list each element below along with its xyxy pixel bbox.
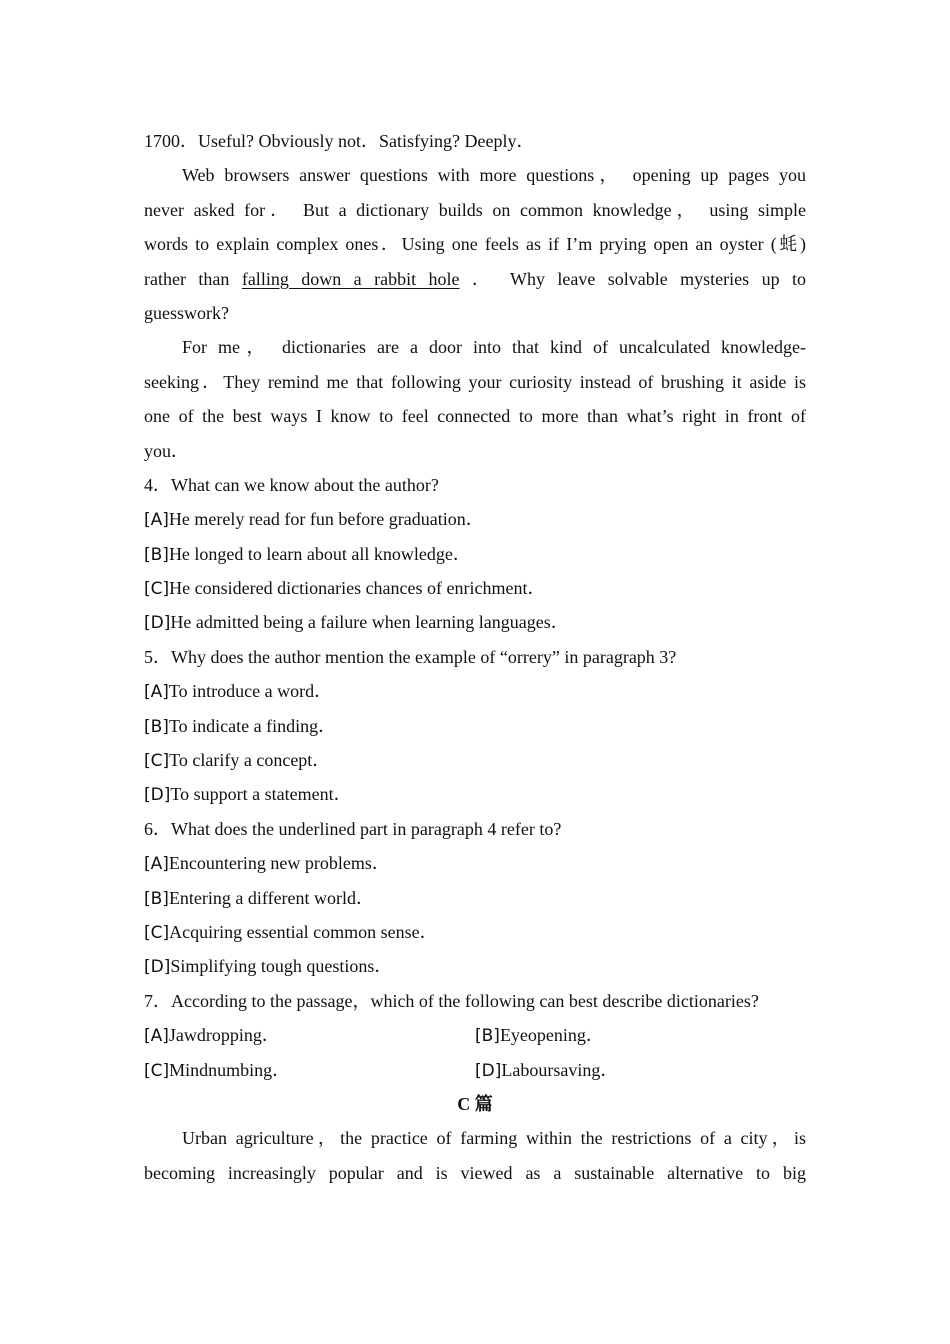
option-letter: [C] <box>144 922 170 943</box>
option-a[interactable] <box>144 674 806 708</box>
question-stem: 6．What does the underlined part in paragraph 4 refer to? <box>144 818 562 839</box>
paragraph-line: Web browsers answer questions with more questions， opening up pages you <box>182 165 806 186</box>
option-text: He considered dictionaries chances of enrichment． <box>169 578 546 599</box>
option-a[interactable] <box>144 1018 475 1052</box>
option-b[interactable] <box>144 881 806 915</box>
option-text: He longed to learn about all knowledge． <box>168 543 471 564</box>
option-text: To support a statement． <box>170 784 352 805</box>
option-letter: [A] <box>144 510 169 531</box>
option-text: Mindnumbing． <box>169 1059 291 1080</box>
option-d[interactable] <box>144 777 806 811</box>
option-text: To clarify a concept． <box>169 750 331 771</box>
option-a[interactable] <box>144 502 806 536</box>
option-letter: [B] <box>475 1026 500 1047</box>
option-d[interactable] <box>475 1053 806 1087</box>
option-letter: [C] <box>144 579 170 600</box>
option-text: Eyeopening． <box>499 1025 604 1046</box>
paragraph-for-me <box>144 330 806 468</box>
paragraph-line: Urban agriculture，the practice of farming within the restrictions of a city，is <box>182 1128 806 1149</box>
text-span: ． Why leave solvable mysteries up to <box>471 268 806 289</box>
option-b[interactable] <box>144 537 806 571</box>
option-letter: [A] <box>144 854 169 875</box>
paragraph-line: For me， dictionaries are a door into that kind of uncalculated knowledge- <box>182 337 806 358</box>
paragraph-line: seeking．They remind me that following your curiosity instead of brushing it aside is <box>144 371 806 392</box>
option-text: Entering a different world． <box>168 887 375 908</box>
option-row <box>144 1018 806 1052</box>
text-span: rather than <box>144 268 230 289</box>
option-letter: [D] <box>144 785 171 806</box>
option-text: He admitted being a failure when learning languages． <box>170 612 569 633</box>
option-text: Jawdropping． <box>168 1025 280 1046</box>
option-letter: [B] <box>144 888 169 909</box>
option-b[interactable] <box>475 1018 806 1052</box>
option-letter: [C] <box>144 751 170 772</box>
option-text: He merely read for fun before graduation． <box>168 509 484 530</box>
option-c[interactable] <box>144 915 806 949</box>
paragraph-line <box>144 262 806 296</box>
paragraph-line: one of the best ways I know to feel connected to more than what’s right in front of <box>144 406 806 427</box>
question-7 <box>144 984 806 1087</box>
option-text: Encountering new problems． <box>168 853 390 874</box>
paragraph-urban-agriculture <box>144 1121 806 1190</box>
option-text: To introduce a word． <box>168 681 333 702</box>
option-letter: [A] <box>144 1026 169 1047</box>
option-letter: [D] <box>144 957 171 978</box>
option-letter: [A] <box>144 682 169 703</box>
option-d[interactable] <box>144 605 806 639</box>
paragraph-line: you． <box>144 440 189 461</box>
paragraph-line: never asked for． But a dictionary builds on common knowledge， using simple <box>144 199 806 220</box>
paragraph-line: guesswork? <box>144 302 229 323</box>
option-letter: [D] <box>144 613 171 634</box>
question-stem: 4．What can we know about the author? <box>144 474 439 495</box>
question-5 <box>144 640 806 812</box>
question-stem: 5．Why does the author mention the example of “orrery” in paragraph 3? <box>144 646 677 667</box>
paragraph-web-browsers <box>144 158 806 330</box>
underlined-phrase: falling down a rabbit hole <box>241 268 460 289</box>
option-b[interactable] <box>144 709 806 743</box>
paragraph-line: words to explain complex ones．Using one feels as if I’m prying open an oyster (蚝) <box>144 234 806 255</box>
option-letter: [B] <box>144 544 169 565</box>
document-page <box>144 124 806 1190</box>
option-text: To indicate a finding． <box>168 715 337 736</box>
option-d[interactable] <box>144 949 806 983</box>
option-a[interactable] <box>144 846 806 880</box>
option-text: Simplifying tough questions． <box>170 956 393 977</box>
option-text: Laboursaving． <box>501 1059 619 1080</box>
question-stem: 7．According to the passage，which of the following can best describe dictionaries? <box>144 990 759 1011</box>
section-heading: C 篇 <box>457 1093 493 1114</box>
option-c[interactable] <box>144 1053 475 1087</box>
option-letter: [D] <box>475 1060 502 1081</box>
question-6 <box>144 812 806 984</box>
passage-fragment-line: 1700．Useful? Obviously not．Satisfying? Deeply． <box>144 131 535 151</box>
option-c[interactable] <box>144 743 806 777</box>
option-text: Acquiring essential common sense． <box>169 921 438 942</box>
option-letter: [B] <box>144 716 169 737</box>
paragraph-line: becoming increasingly popular and is viewed as a sustainable alternative to big <box>144 1162 806 1183</box>
question-4 <box>144 468 806 640</box>
option-c[interactable] <box>144 571 806 605</box>
option-letter: [C] <box>144 1060 170 1081</box>
option-row <box>144 1053 806 1087</box>
